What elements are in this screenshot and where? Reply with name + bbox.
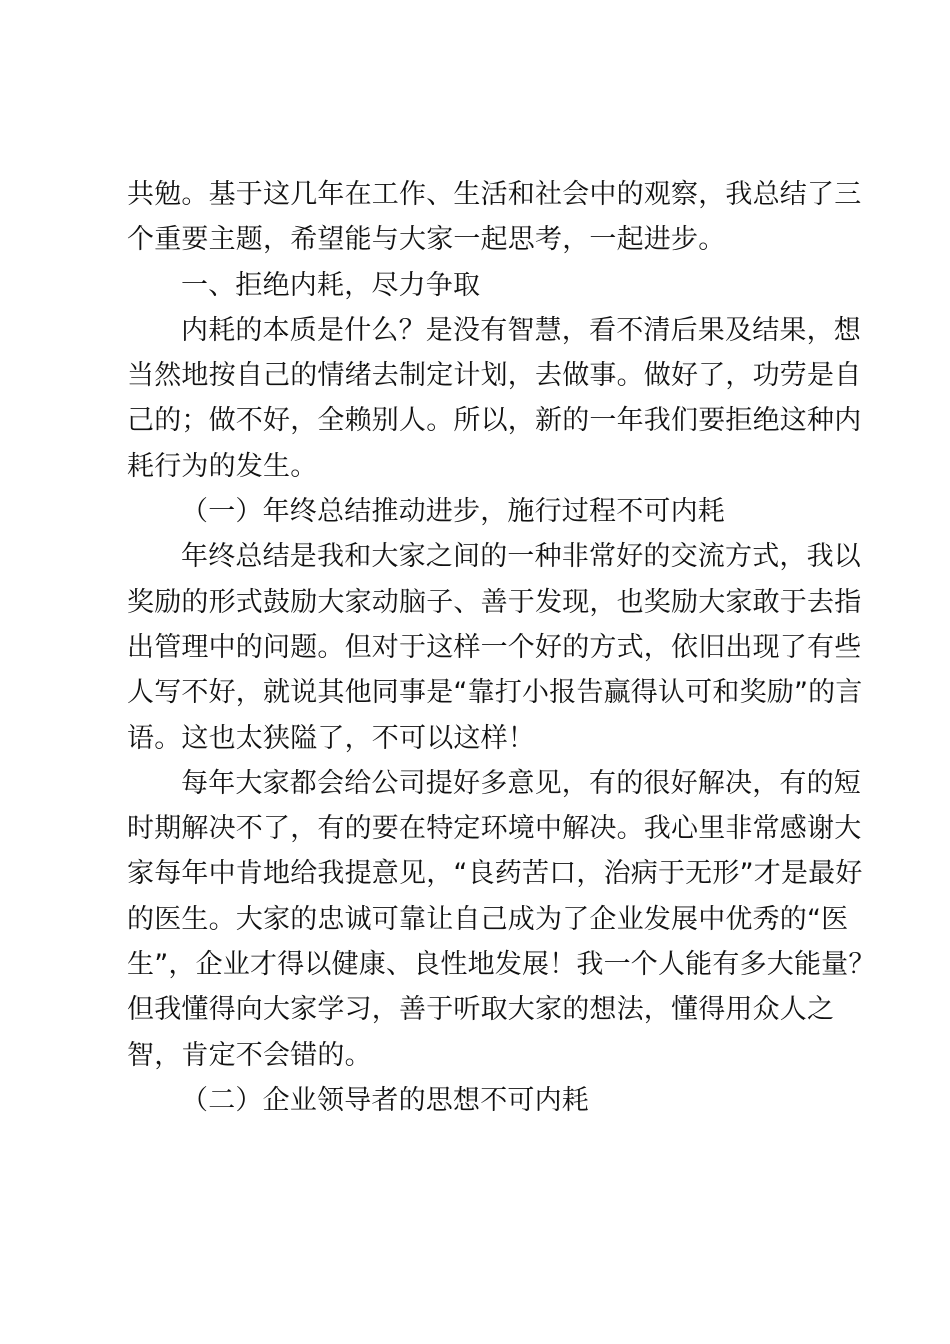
subsection-heading: （一）年终总结推动进步，施行过程不可内耗 (181, 496, 725, 528)
text-line: 人写不好，就说其他同事是“靠打小报告赢得认可和奖励”的言 (127, 677, 863, 709)
text-line: 己的；做不好，全赖别人。所以，新的一年我们要拒绝这种内 (127, 405, 862, 437)
text-line: 出管理中的问题。但对于这样一个好的方式，依旧出现了有些 (127, 631, 862, 663)
text-line: 耗行为的发生。 (127, 450, 318, 482)
subsection-heading: （二）企业领导者的思想不可内耗 (181, 1084, 589, 1116)
text-line: 内耗的本质是什么？是没有智慧，看不清后果及结果，想 (181, 314, 861, 346)
text-line: 个重要主题，希望能与大家一起思考，一起进步。 (127, 224, 726, 256)
text-line: 但我懂得向大家学习，善于听取大家的想法，懂得用众人之 (127, 994, 835, 1026)
text-line: 奖励的形式鼓励大家动脑子、善于发现，也奖励大家敢于去指 (127, 586, 862, 618)
body-text (127, 172, 876, 1123)
text-line: 当然地按自己的情绪去制定计划，去做事。做好了，功劳是自 (127, 360, 862, 392)
text-line: 语。这也太狭隘了，不可以这样！ (127, 722, 535, 754)
section-heading: 一、拒绝内耗，尽力争取 (181, 269, 481, 301)
text-line: 年终总结是我和大家之间的一种非常好的交流方式，我以 (181, 541, 861, 573)
text-line: 智，肯定不会错的。 (127, 1039, 372, 1071)
text-line: 每年大家都会给公司提好多意见，有的很好解决，有的短 (181, 767, 861, 799)
text-line: 的医生。大家的忠诚可靠让自己成为了企业发展中优秀的“医 (127, 903, 849, 935)
text-line: 家每年中肯地给我提意见，“良药苦口，治病于无形”才是最好 (127, 858, 863, 890)
text-line: 生”，企业才得以健康、良性地发展！我一个人能有多大能量？ (127, 949, 876, 981)
text-line: 时期解决不了，有的要在特定环境中解决。我心里非常感谢大 (127, 813, 862, 845)
text-line: 共勉。基于这几年在工作、生活和社会中的观察，我总结了三 (127, 179, 862, 210)
